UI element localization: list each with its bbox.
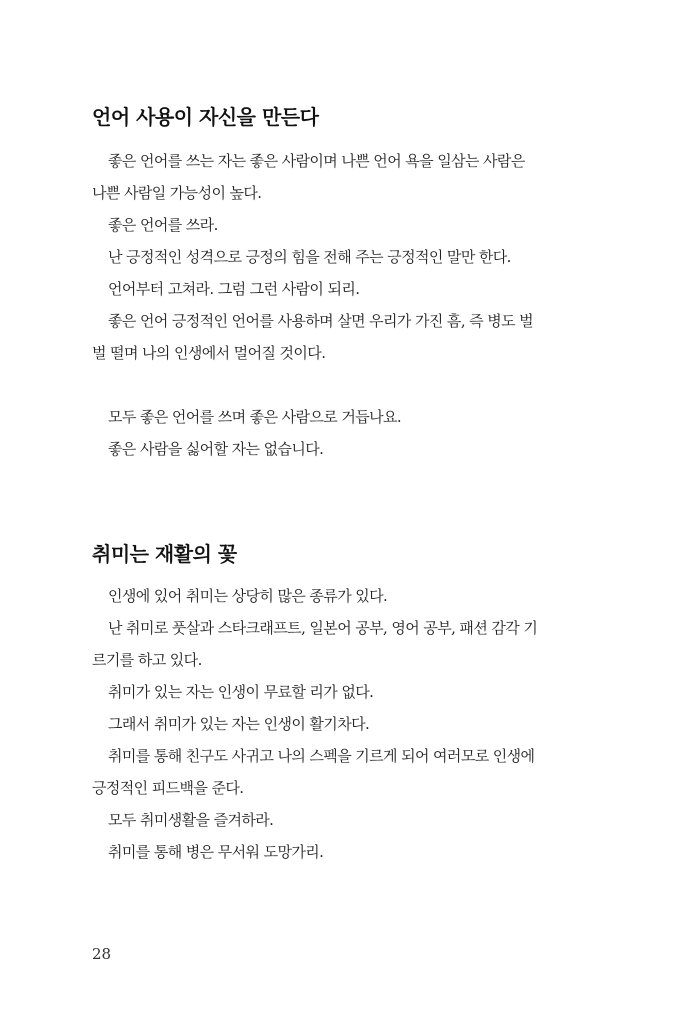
section-heading-hobby: 취미는 재활의 꽃 xyxy=(92,542,237,566)
paragraph-line: 취미를 통해 병은 무서워 도망가리. xyxy=(108,843,324,861)
paragraph-line: 취미를 통해 친구도 사귀고 나의 스펙을 기르게 되어 여러모로 인생에 xyxy=(108,747,535,765)
paragraph-line: 모두 좋은 언어를 쓰며 좋은 사람으로 거듭나요. xyxy=(108,408,402,426)
paragraph-line: 난 취미로 풋살과 스타크래프트, 일본어 공부, 영어 공부, 패션 감각 기 xyxy=(108,619,538,637)
paragraph-line: 좋은 언어를 쓰는 자는 좋은 사람이며 나쁜 언어 욕을 일삼는 사람은 xyxy=(108,152,525,170)
paragraph-line: 좋은 언어를 쓰라. xyxy=(108,216,218,234)
paragraph-line: 벌 떨며 나의 인생에서 멀어질 것이다. xyxy=(92,344,326,362)
paragraph-line: 언어부터 고쳐라. 그럼 그런 사람이 되리. xyxy=(108,280,360,298)
paragraph-line: 인생에 있어 취미는 상당히 많은 종류가 있다. xyxy=(108,587,388,605)
page-number: 28 xyxy=(92,945,112,963)
paragraph-line: 좋은 사람을 싫어할 자는 없습니다. xyxy=(108,440,324,458)
section-body-language xyxy=(92,151,592,471)
paragraph-line: 그래서 취미가 있는 자는 인생이 활기차다. xyxy=(108,715,370,733)
section-body-hobby xyxy=(92,586,592,874)
paragraph-line: 르기를 하고 있다. xyxy=(92,651,202,669)
paragraph-line: 긍정적인 피드백을 준다. xyxy=(92,779,244,797)
paragraph-line: 모두 취미생활을 즐겨하라. xyxy=(108,811,274,829)
paragraph-line: 좋은 언어 긍정적인 언어를 사용하며 살면 우리가 가진 흠, 즉 병도 벌 xyxy=(108,312,534,330)
paragraph-spacer xyxy=(92,375,592,407)
section-heading-language: 언어 사용이 자신을 만든다 xyxy=(92,105,319,129)
paragraph-line: 취미가 있는 자는 인생이 무료할 리가 없다. xyxy=(108,683,374,701)
paragraph-line: 나쁜 사람일 가능성이 높다. xyxy=(92,184,262,202)
paragraph-line: 난 긍정적인 성격으로 긍정의 힘을 전해 주는 긍정적인 말만 한다. xyxy=(108,248,511,266)
